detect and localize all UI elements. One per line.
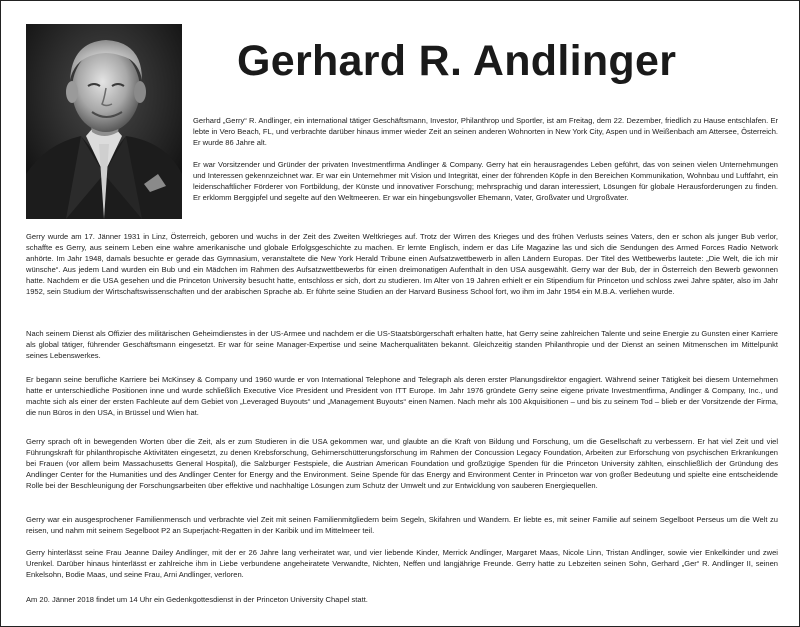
obituary-paragraph-4: Nach seinem Dienst als Offizier des militärischen Geheimdienstes in der US-Armee und nachdem er die US-Staatsbürgerschaft erhalten hatte, hat Gerry seine zahlreichen Talente und seine Energie zu Gunsten einer Karriere als global tätiger, führender Geschäftsmann eingesetzt. Er war für seine Manager-Expertise und seine Macherqualitäten bekannt. Gleichzeitig standen Philanthropie und der Dienst an seinen Mitmenschen im Mittelpunkt seines Lebenswerkes. [26,329,778,361]
obituary-paragraph-5: Er begann seine berufliche Karriere bei McKinsey & Company und 1960 wurde er von International Telephone and Telegraph als deren erster Planungsdirektor engagiert. Während seiner Tätigkeit bei diesem Unternehmen hatte er unterschiedliche Positionen inne und wurde schließlich Executive Vice President und President von ITT Europe. Im Jahr 1976 gründete Gerry seine eigene private Investmentfirma, Andlinger & Company, Inc., und machte sich als einer der ersten Fachleute auf dem Gebiet von „Leveraged Buyouts“ und „Management Buyouts“ einen Namen. Nach mehr als 100 Akquisitionen – und bis zu seinem Tod – blieb er der Vorsitzende der Firma, die nun Büros in den USA, in Brüssel und Wien hat. [26,375,778,418]
obituary-paragraph-6: Gerry sprach oft in bewegenden Worten über die Zeit, als er zum Studieren in die USA gekommen war, und glaubte an die Kraft von Bildung und Forschung, um die Gesellschaft zu verbessern. Er hat viel Zeit und viel Führungskraft für philanthropische Aktivitäten eingesetzt, zu denen Krebsforschung, Gehirnerschütterungsforschung im Rahmen der Concussion Legacy Foundation, Arbeiten zur Erforschung von psychischen Erkrankungen bei Frauen (vor allem beim Massachusetts General Hospital), die Salzburger Festspiele, die Austrian American Foundation und großzügige Spenden für die Princeton University zählten, einschließlich der Gründung des Andlinger Center for the Humanities und des Andlinger Center for Energy and the Environment. Seine Spende für das Energy and Environment Center in Princeton war von großer Bedeutung und spielte eine entscheidende Rolle bei der Beschleunigung der Forschungsarbeiten über effektive und nachhaltige Lösungen zum Schutz der Umwelt und zur Entwicklung von sauberen Energiequellen. [26,437,778,491]
portrait-image [26,24,182,219]
obituary-paragraph-3: Gerry wurde am 17. Jänner 1931 in Linz, Österreich, geboren und wuchs in der Zeit des Zweiten Weltkrieges auf. Trotz der Wirren des Krieges und des frühen Verlusts seines Vaters, den er schon als junger Bub verlor, schaffte es Gerry, aus seinem Leben eine wahre amerikanische und globale Erfolgsgeschichte zu machen. Er lernte Englisch, indem er das Life Magazine las und sich die Sendungen des Armed Forces Radio Network anhörte. Im Jahr 1948, damals besuchte er gerade das Gymnasium, veranstaltete die New York Herald Tribune einen Aufsatzwettbewerb in allen Ländern Europas. Der Titel des Wettbewerbs lautete: „Die Welt, die ich mir wünsche“. Aus jedem Land wurden ein Bub und ein Mädchen im Rahmen des Aufsatzwettbewerbs für einen dreimonatigen Aufenthalt in den USA ausgewählt. Gerry war der Bub, der in Österreich den Bewerb gewonnen hatte. Nachdem er die USA gesehen und die Princeton University besucht hatte, entschloss er sich, dort zu studieren. Im Alter von 19 Jahren erhielt er ein Stipendium für Princeton und schloss zwei Jahre später, also im Jahr 1952, sein Studium der Wirtschaftswissenschaften und der arabischen Sprache ab. Er führte seine Studien an der Harvard Business School fort, wo ihm im Jahr 1954 ein M.B.A. verliehen wurde. [26,232,778,297]
portrait-photo [26,24,182,219]
obituary-paragraph-8: Gerry hinterlässt seine Frau Jeanne Dailey Andlinger, mit der er 26 Jahre lang verheiratet war, und vier liebende Kinder, Merrick Andlinger, Margaret Maas, Nicole Linn, Tristan Andlinger, sowie vier Enkelkinder und zwei Urenkel. Darüber hinaus hinterlässt er zahlreiche ihm in Liebe verbundene angeheiratete Verwandte, Nichten, Neffen und langjährige Freunde. Gerry hatte zu Lebzeiten seinen Sohn, Gerhard „Ger“ R. Andlinger II, seinen Enkelsohn, Bodie Maas, und seine Frau, Arni Andlinger, verloren. [26,548,778,580]
obituary-paragraph-9: Am 20. Jänner 2018 findet um 14 Uhr ein Gedenkgottesdienst in der Princeton University Chapel statt. [26,595,368,604]
obituary-paragraph-2: Er war Vorsitzender und Gründer der privaten Investmentfirma Andlinger & Company. Gerry hat ein herausragendes Leben geführt, das von seinen vielen Unternehmungen und Interessen gekennzeichnet war. Er war ein Unternehmer mit Vision und Integrität, einer der führenden Köpfe in den Bereichen Kommunikation, Wohnbau und Luftfahrt, ein leidenschaftlicher Förderer von Fortbildung, der Künste und innovativer Forschung; mehrsprachig und daran interessiert, Lösungen für globale Herausforderungen zu finden. Er erklomm Berggipfel und segelte auf den Weltmeeren. Er war ein hingebungsvoller Ehemann, Vater, Großvater und Urgroßvater. [193,160,778,203]
obituary-paragraph-1: Gerhard „Gerry“ R. Andlinger, ein international tätiger Geschäftsmann, Investor, Philanthrop und Sportler, ist am Freitag, dem 22. Dezember, friedlich zu Hause entschlafen. Er lebte in Vero Beach, FL, und verbrachte darüber hinaus immer wieder Zeit an seinen anderen Wohnorten in New York City, Aspen und in Weißenbach am Attersee, Österreich. Er wurde 86 Jahre alt. [193,116,778,148]
deceased-name-heading: Gerhard R. Andlinger [237,37,677,85]
obituary-paragraph-7: Gerry war ein ausgesprochener Familienmensch und verbrachte viel Zeit mit seinen Familienmitgliedern beim Segeln, Skifahren und Wandern. Er liebte es, mit seiner Familie auf seinem Segelboot Perseus um die Welt zu reisen, und nahm mit seinem Segelboot P2 an Superjacht-Regatten in der Karibik und im Mittelmeer teil. [26,515,778,536]
